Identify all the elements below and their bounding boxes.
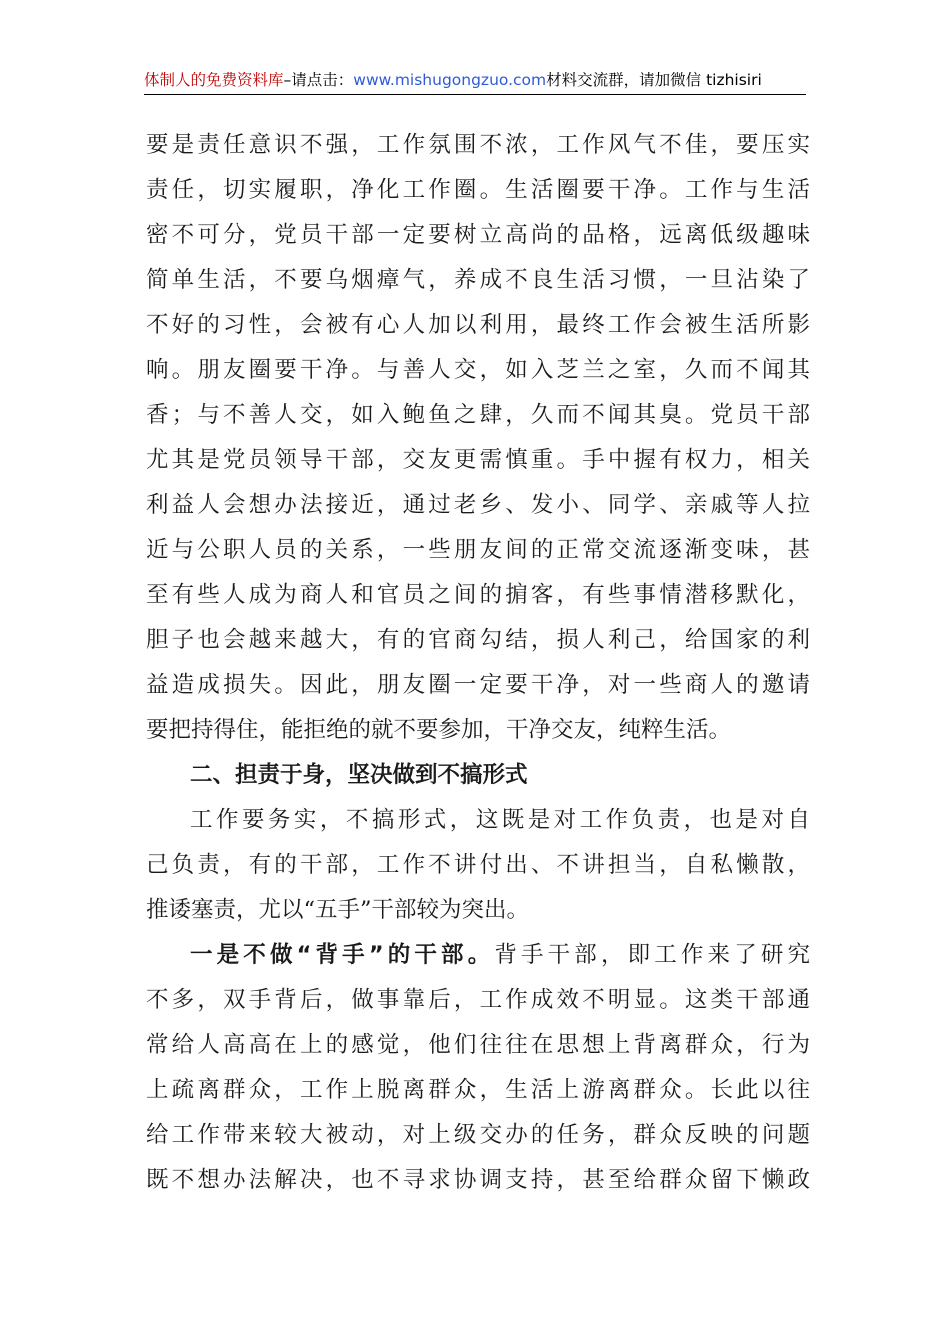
header-url-link[interactable]: www.mishugongzuo.com <box>353 71 547 89</box>
text-line: 既不想办法解决，也不寻求协调支持，甚至给群众留下懒政 <box>146 1167 810 1193</box>
point-one-paragraph <box>146 933 810 1203</box>
text-line: 己负责，有的干部，工作不讲付出、不讲担当，自私懒散， <box>146 852 810 878</box>
text-line: 给工作带来较大被动，对上级交办的任务，群众反映的问题 <box>146 1122 810 1148</box>
text-line: 香；与不善人交，如入鲍鱼之肆，久而不闻其臭。党员干部 <box>146 402 810 428</box>
text-line: 近与公职人员的关系，一些朋友间的正常交流逐渐变味，甚 <box>146 537 810 563</box>
section-intro-paragraph <box>146 798 810 933</box>
text-line: 要是责任意识不强，工作氛围不浓，工作风气不佳，要压实 <box>146 132 810 158</box>
text-line: 益造成损失。因此，朋友圈一定要干净，对一些商人的邀请 <box>146 672 810 698</box>
text-line <box>146 933 810 978</box>
text-line: 胆子也会越来越大，有的官商勾结，损人利己，给国家的利 <box>146 627 810 653</box>
text-line: 密不可分，党员干部一定要树立高尚的品格，远离低级趣味 <box>146 222 810 248</box>
header-click-prompt: –请点击： <box>283 71 354 89</box>
page-header <box>144 68 806 92</box>
text-line: 推诿塞责，尤以“五手”干部较为突出。 <box>146 897 530 923</box>
header-wechat-note: 材料交流群，请加微信 tizhisiri <box>546 71 762 89</box>
paragraph-continuation <box>146 123 810 753</box>
text-line: 响。朋友圈要干净。与善人交，如入芝兰之室，久而不闻其 <box>146 357 810 383</box>
text-line: 工作要务实，不搞形式，这既是对工作负责，也是对自 <box>190 807 810 833</box>
header-library-name: 体制人的免费资料库 <box>144 71 284 89</box>
text-line: 利益人会想办法接近，通过老乡、发小、同学、亲戚等人拉 <box>146 492 810 518</box>
text-line: 至有些人成为商人和官员之间的掮客，有些事情潜移默化， <box>146 582 810 608</box>
text-line: 不好的习性，会被有心人加以利用，最终工作会被生活所影 <box>146 312 810 338</box>
text-line: 常给人高高在上的感觉，他们往往在思想上背离群众，行为 <box>146 1032 810 1058</box>
text-line: 要把持得住，能拒绝的就不要参加，干净交友，纯粹生活。 <box>146 717 732 743</box>
text-line: 尤其是党员领导干部，交友更需慎重。手中握有权力，相关 <box>146 447 810 473</box>
text-line: 上疏离群众，工作上脱离群众，生活上游离群众。长此以往 <box>146 1077 810 1103</box>
point-one-title: 一是不做“背手”的干部。 <box>190 942 495 968</box>
document-body <box>146 123 810 1203</box>
header-divider <box>144 94 806 95</box>
section-heading: 二、担责于身，坚决做到不搞形式 <box>190 762 528 788</box>
point-one-first-line-text: 背手干部，即工作来了研究 <box>494 942 810 968</box>
text-line: 简单生活，不要乌烟瘴气，养成不良生活习惯，一旦沾染了 <box>146 267 810 293</box>
text-line: 不多，双手背后，做事靠后，工作成效不明显。这类干部通 <box>146 987 810 1013</box>
text-line: 责任，切实履职，净化工作圈。生活圈要干净。工作与生活 <box>146 177 810 203</box>
